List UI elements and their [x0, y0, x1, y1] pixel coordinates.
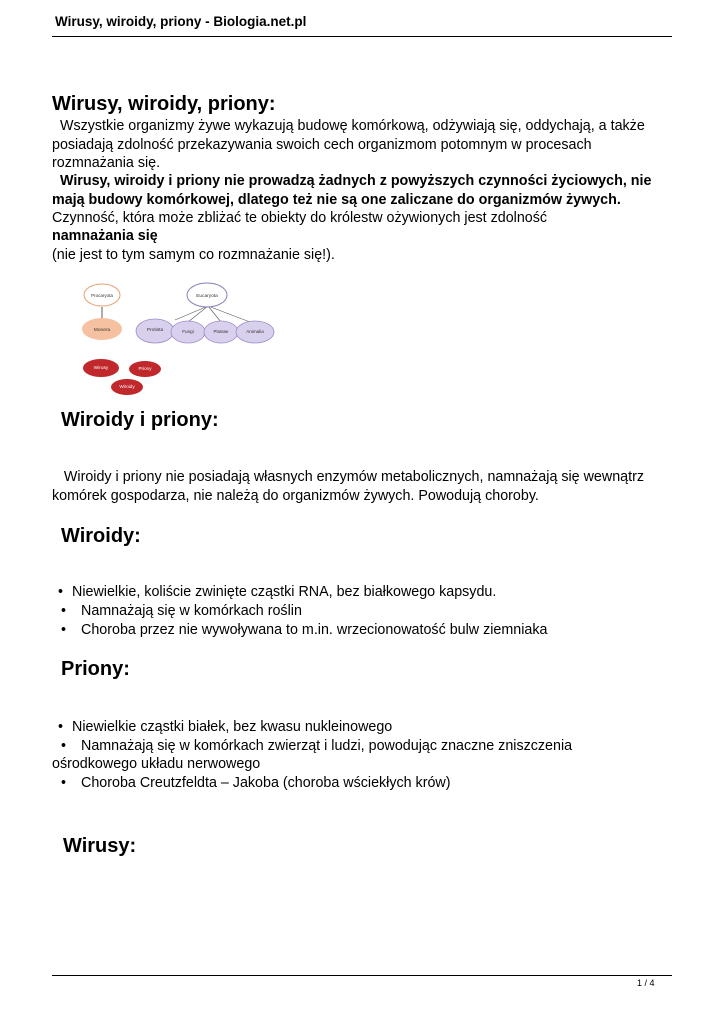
node-wiroidy-label: Wiroidy	[119, 384, 135, 389]
list-item: • Choroba przez nie wywoływana to m.in. wrzecionowatość bulw ziemniaka	[61, 622, 548, 638]
intro-line: rozmnażania się.	[52, 155, 161, 171]
activity-term: namnażania się	[52, 228, 158, 244]
bold-line: Wirusy, wiroidy i priony nie prowadzą żadnych z powyższych czynności życiowych, nie	[52, 173, 652, 189]
intro-line: posiadają zdolność przekazywania swoich cech organizmom potomnym w procesach	[52, 136, 592, 153]
list-item-continuation: ośrodkowego układu nerwowego	[52, 756, 261, 772]
connector-line	[188, 306, 208, 322]
bold-line: mają budowy komórkowej, dlatego też nie są one zaliczane do organizmów żywych.	[52, 191, 621, 208]
footer-divider	[52, 975, 672, 976]
node-wirusy-label: Wirusy	[93, 366, 109, 371]
header-divider	[52, 36, 672, 37]
list-item: • Niewielkie, koliście zwinięte cząstki RNA, bez białkowego kapsydu.	[58, 584, 497, 600]
section-heading-wirusy: Wirusy:	[63, 835, 137, 857]
connector-line	[175, 306, 208, 320]
wiroidy-priony-paragraph	[52, 468, 677, 505]
activity-line: Czynność, która może zbliżać te obiekty do królestw ożywionych jest zdolność	[52, 210, 548, 226]
bullet-icon: •	[61, 603, 67, 619]
node-monera-label: Monera	[93, 328, 111, 333]
list-item: • Namnażają się w komórkach roślin	[61, 603, 302, 619]
bullet-icon: •	[58, 584, 64, 600]
intro-line: Wszystkie organizmy żywe wykazują budowę komórkową, odżywiają się, oddychają, a także	[52, 118, 645, 134]
bold-paragraph	[52, 172, 677, 209]
section-heading-wiroidy: Wiroidy:	[61, 525, 141, 547]
node-animalia-label: Animalia	[246, 329, 264, 334]
paragraph-line: Wiroidy i priony nie posiadają własnych enzymów metabolicznych, namnażają się wewnątrz	[52, 469, 644, 485]
intro-paragraph	[52, 117, 677, 173]
node-fungi-label: Fungi	[182, 329, 194, 334]
page-header-title: Wirusy, wiroidy, priony - Biologia.net.pl	[55, 14, 307, 29]
paragraph-line: komórek gospodarza, nie należą do organizmów żywych. Powodują choroby.	[52, 487, 539, 504]
bullet-icon: •	[61, 738, 67, 754]
list-item: • Niewielkie cząstki białek, bez kwasu nukleinowego	[58, 719, 393, 735]
list-item: • Namnażają się w komórkach zwierząt i ludzi, powodując znaczne zniszczenia	[61, 738, 573, 754]
node-protista-label: Protista	[146, 328, 164, 333]
page-number: 1 / 4	[637, 978, 655, 988]
activity-note: (nie jest to tym samym co rozmnażanie się!).	[52, 247, 335, 263]
classification-diagram	[78, 280, 283, 400]
node-priony-label: Priony	[138, 366, 152, 371]
section-heading-wiroidy-priony: Wiroidy i priony:	[61, 409, 219, 431]
node-plantae-label: Plantae	[213, 329, 229, 334]
bullet-icon: •	[58, 719, 64, 735]
page-title: Wirusy, wiroidy, priony:	[52, 93, 276, 115]
bullet-icon: •	[61, 775, 67, 791]
bullet-icon: •	[61, 622, 67, 638]
list-item: • Choroba Creutzfeldta – Jakoba (choroba wściekłych krów)	[61, 775, 451, 791]
section-heading-priony: Priony:	[61, 658, 130, 680]
node-eucaryota-label: Eucaryota	[196, 294, 218, 299]
node-procaryota-label: Procaryota	[91, 293, 113, 298]
